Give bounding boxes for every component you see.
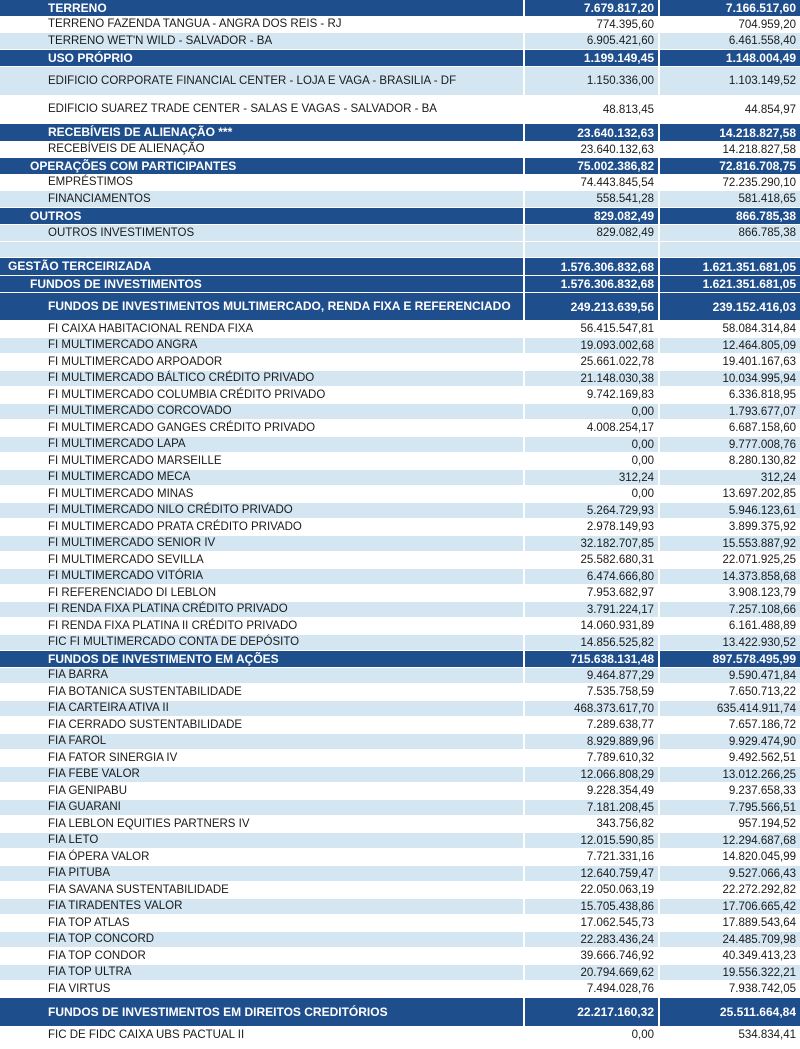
row-label: FIA FEBE VALOR xyxy=(0,767,523,782)
row-label: FINANCIAMENTOS xyxy=(0,191,523,207)
value-col-1: 0,00 xyxy=(525,453,658,469)
value-col-2: 9.590.471,84 xyxy=(660,668,800,683)
row-label: FIA TOP CONDOR xyxy=(0,948,523,964)
table-row xyxy=(0,800,800,815)
row-label: FI MULTIMERCADO GANGES CRÉDITO PRIVADO xyxy=(0,420,523,436)
value-col-2: 44.854,97 xyxy=(660,96,800,123)
row-label: FIC FI MULTIMERCADO CONTA DE DEPÓSITO xyxy=(0,635,523,650)
value-col-1: 12.066.808,29 xyxy=(525,767,658,782)
value-col-1: 5.264.729,93 xyxy=(525,503,658,518)
row-label: RECEBÍVEIS DE ALIENAÇÃO *** xyxy=(0,124,523,141)
row-label: FIA TOP ATLAS xyxy=(0,915,523,931)
table-row xyxy=(0,701,800,716)
value-col-1: 6.905.421,60 xyxy=(525,33,658,49)
value-col-2: 581.418,65 xyxy=(660,191,800,207)
value-col-1: 0,00 xyxy=(525,1027,658,1043)
value-col-1: 25.582.680,31 xyxy=(525,552,658,568)
value-col-1: 7.289.638,77 xyxy=(525,717,658,733)
value-col-2: 13.422.930,52 xyxy=(660,635,800,650)
value-col-1: 0,00 xyxy=(525,404,658,419)
value-col-2: 72.235.290,10 xyxy=(660,175,800,190)
row-label: FI RENDA FIXA PLATINA II CRÉDITO PRIVADO xyxy=(0,618,523,634)
value-col-1: 7.721.331,16 xyxy=(525,849,658,865)
row-label: FI MULTIMERCADO VITÓRIA xyxy=(0,569,523,584)
table-row xyxy=(0,191,800,207)
value-col-1: 48.813,45 xyxy=(525,96,658,123)
table-row xyxy=(0,519,800,535)
value-col-2: 58.084.314,84 xyxy=(660,321,800,337)
table-row xyxy=(0,668,800,683)
row-label: FI MULTIMERCADO ANGRA xyxy=(0,338,523,353)
value-col-2: 9.929.474,90 xyxy=(660,734,800,749)
row-label: FIA TOP ULTRA xyxy=(0,965,523,980)
value-col-1: 312,24 xyxy=(525,470,658,485)
table-row xyxy=(0,67,800,95)
table-row xyxy=(0,948,800,964)
table-row xyxy=(0,750,800,766)
value-col-2: 534.834,41 xyxy=(660,1027,800,1043)
value-col-2: 7.650.713,22 xyxy=(660,684,800,700)
value-col-1: 1.576.306.832,68 xyxy=(525,258,658,275)
value-col-2: 1.103.149,52 xyxy=(660,67,800,95)
row-label: FUNDOS DE INVESTIMENTOS xyxy=(0,276,523,292)
value-col-2: 6.336.818,95 xyxy=(660,387,800,403)
row-label xyxy=(0,242,523,257)
row-label: FI RENDA FIXA PLATINA CRÉDITO PRIVADO xyxy=(0,602,523,617)
table-row xyxy=(0,338,800,353)
value-col-2: 17.889.543,64 xyxy=(660,915,800,931)
row-label: FIA TOP CONCORD xyxy=(0,932,523,947)
value-col-2: 13.697.202,85 xyxy=(660,486,800,502)
row-label: FIA SAVANA SUSTENTABILIDADE xyxy=(0,882,523,898)
value-col-1: 9.464.877,29 xyxy=(525,668,658,683)
value-col-2: 6.687.158,60 xyxy=(660,420,800,436)
table-row xyxy=(0,552,800,568)
row-label: FI MULTIMERCADO SEVILLA xyxy=(0,552,523,568)
value-col-2: 9.777.008,76 xyxy=(660,437,800,452)
value-col-2: 866.785,38 xyxy=(660,225,800,241)
table-row xyxy=(0,816,800,832)
value-col-1: 343.756,82 xyxy=(525,816,658,832)
table-row xyxy=(0,717,800,733)
value-col-1: 56.415.547,81 xyxy=(525,321,658,337)
table-row xyxy=(0,33,800,49)
value-col-1: 4.008.254,17 xyxy=(525,420,658,436)
table-group-row xyxy=(0,998,800,1026)
value-col-1: 25.661.022,78 xyxy=(525,354,658,370)
table-row xyxy=(0,684,800,700)
table-spacer-row xyxy=(0,242,800,257)
value-col-1: 7.679.817,20 xyxy=(525,0,658,16)
value-col-1: 23.640.132,63 xyxy=(525,124,658,141)
value-col-2: 897.578.495,99 xyxy=(660,651,800,667)
table-group-row xyxy=(0,158,800,174)
row-label: FI MULTIMERCADO SENIOR IV xyxy=(0,536,523,551)
table-row xyxy=(0,470,800,485)
value-col-2: 7.257.108,66 xyxy=(660,602,800,617)
value-col-2: 12.294.687,68 xyxy=(660,833,800,848)
row-label: FIA VIRTUS xyxy=(0,981,523,997)
value-col-1: 14.060.931,89 xyxy=(525,618,658,634)
row-label: FI MULTIMERCADO NILO CRÉDITO PRIVADO xyxy=(0,503,523,518)
value-col-1: 6.474.666,80 xyxy=(525,569,658,584)
value-col-2: 22.071.925,25 xyxy=(660,552,800,568)
table-row xyxy=(0,437,800,452)
value-col-1: 9.742.169,83 xyxy=(525,387,658,403)
value-col-2: 15.553.887,92 xyxy=(660,536,800,551)
value-col-2: 239.152.416,03 xyxy=(660,293,800,320)
value-col-1: 75.002.386,82 xyxy=(525,158,658,174)
row-label: FUNDOS DE INVESTIMENTOS EM DIREITOS CREDITÓRIOS xyxy=(0,998,523,1026)
value-col-2: 14.218.827,58 xyxy=(660,124,800,141)
row-label: TERRENO WET'N WILD - SALVADOR - BA xyxy=(0,33,523,49)
table-row xyxy=(0,866,800,881)
table-row xyxy=(0,849,800,865)
table-row xyxy=(0,96,800,123)
table-row xyxy=(0,882,800,898)
row-label: EMPRÉSTIMOS xyxy=(0,175,523,190)
value-col-2: 40.349.413,23 xyxy=(660,948,800,964)
value-col-2: 7.938.742,05 xyxy=(660,981,800,997)
value-col-1: 249.213.639,56 xyxy=(525,293,658,320)
value-col-2: 704.959,20 xyxy=(660,17,800,32)
row-label: FI MULTIMERCADO MINAS xyxy=(0,486,523,502)
row-label: FIA PITUBA xyxy=(0,866,523,881)
value-col-1: 1.150.336,00 xyxy=(525,67,658,95)
table-row xyxy=(0,585,800,601)
value-col-1: 715.638.131,48 xyxy=(525,651,658,667)
row-label: GESTÃO TERCEIRIZADA xyxy=(0,258,523,275)
table-row xyxy=(0,354,800,370)
value-col-1: 0,00 xyxy=(525,437,658,452)
row-label: FIA BARRA xyxy=(0,668,523,683)
value-col-1: 7.181.208,45 xyxy=(525,800,658,815)
row-label: FIC DE FIDC CAIXA UBS PACTUAL II xyxy=(0,1027,523,1043)
value-col-2: 312,24 xyxy=(660,470,800,485)
value-col-1: 23.640.132,63 xyxy=(525,142,658,157)
value-col-2: 14.820.045,99 xyxy=(660,849,800,865)
row-label: FIA LEBLON EQUITIES PARTNERS IV xyxy=(0,816,523,832)
value-col-1: 774.395,60 xyxy=(525,17,658,32)
value-col-2: 3.899.375,92 xyxy=(660,519,800,535)
table-row xyxy=(0,915,800,931)
value-col-2: 6.161.488,89 xyxy=(660,618,800,634)
value-col-1: 12.640.759,47 xyxy=(525,866,658,881)
table-row xyxy=(0,965,800,980)
value-col-1: 829.082,49 xyxy=(525,225,658,241)
table-row xyxy=(0,142,800,157)
value-col-1: 7.789.610,32 xyxy=(525,750,658,766)
row-label: FUNDOS DE INVESTIMENTOS MULTIMERCADO, RENDA FIXA E REFERENCIADO xyxy=(0,293,523,320)
row-label: FUNDOS DE INVESTIMENTO EM AÇÕES xyxy=(0,651,523,667)
row-label: FIA FAROL xyxy=(0,734,523,749)
value-col-1: 829.082,49 xyxy=(525,208,658,224)
row-label: FI MULTIMERCADO MECA xyxy=(0,470,523,485)
table-row xyxy=(0,932,800,947)
row-label: FI CAIXA HABITACIONAL RENDA FIXA xyxy=(0,321,523,337)
value-col-2: 9.237.658,33 xyxy=(660,783,800,799)
value-col-2: 9.527.066,43 xyxy=(660,866,800,881)
value-col-2: 72.816.708,75 xyxy=(660,158,800,174)
row-label: OUTROS xyxy=(0,208,523,224)
table-row xyxy=(0,420,800,436)
value-col-1: 12.015.590,85 xyxy=(525,833,658,848)
row-label: TERRENO xyxy=(0,0,523,16)
row-label: TERRENO FAZENDA TANGUA - ANGRA DOS REIS - RJ xyxy=(0,17,523,32)
value-col-1: 74.443.845,54 xyxy=(525,175,658,190)
row-label: FI MULTIMERCADO LAPA xyxy=(0,437,523,452)
value-col-1: 22.050.063,19 xyxy=(525,882,658,898)
row-label: OPERAÇÕES COM PARTICIPANTES xyxy=(0,158,523,174)
table-group-row xyxy=(0,50,800,66)
table-row xyxy=(0,321,800,337)
value-col-2: 1.793.677,07 xyxy=(660,404,800,419)
table-row xyxy=(0,783,800,799)
table-row xyxy=(0,225,800,241)
value-col-1: 14.856.525,82 xyxy=(525,635,658,650)
value-col-1: 22.283.436,24 xyxy=(525,932,658,947)
table-row xyxy=(0,503,800,518)
value-col-1: 0,00 xyxy=(525,486,658,502)
value-col-2: 1.148.004,49 xyxy=(660,50,800,66)
value-col-2: 1.621.351.681,05 xyxy=(660,258,800,275)
table-row xyxy=(0,404,800,419)
table-row xyxy=(0,536,800,551)
value-col-2: 19.401.167,63 xyxy=(660,354,800,370)
row-label: OUTROS INVESTIMENTOS xyxy=(0,225,523,241)
value-col-2: 635.414.911,74 xyxy=(660,701,800,716)
value-col-2: 9.492.562,51 xyxy=(660,750,800,766)
row-label: FIA GUARANI xyxy=(0,800,523,815)
value-col-1: 7.494.028,76 xyxy=(525,981,658,997)
value-col-2: 17.706.665,42 xyxy=(660,899,800,914)
row-label: USO PRÓPRIO xyxy=(0,50,523,66)
value-col-2: 7.657.186,72 xyxy=(660,717,800,733)
table-row xyxy=(0,618,800,634)
row-label: FI MULTIMERCADO PRATA CRÉDITO PRIVADO xyxy=(0,519,523,535)
value-col-2: 10.034.995,94 xyxy=(660,371,800,386)
value-col-1: 20.794.669,62 xyxy=(525,965,658,980)
value-col-1: 1.576.306.832,68 xyxy=(525,276,658,292)
row-label: FIA BOTANICA SUSTENTABILIDADE xyxy=(0,684,523,700)
row-label: FIA FATOR SINERGIA IV xyxy=(0,750,523,766)
table-row xyxy=(0,635,800,650)
table-row xyxy=(0,734,800,749)
value-col-2: 866.785,38 xyxy=(660,208,800,224)
value-col-1: 21.148.030,38 xyxy=(525,371,658,386)
value-col-1: 22.217.160,32 xyxy=(525,998,658,1026)
value-col-1: 15.705.438,86 xyxy=(525,899,658,914)
value-col-2: 7.795.566,51 xyxy=(660,800,800,815)
value-col-2: 3.908.123,79 xyxy=(660,585,800,601)
table-group-row xyxy=(0,124,800,141)
value-col-2: 8.280.130,82 xyxy=(660,453,800,469)
value-col-2: 14.373.858,68 xyxy=(660,569,800,584)
table-group-row xyxy=(0,0,800,16)
value-col-1: 468.373.617,70 xyxy=(525,701,658,716)
table-row xyxy=(0,371,800,386)
value-col-1: 3.791.224,17 xyxy=(525,602,658,617)
value-col-2: 12.464.805,09 xyxy=(660,338,800,353)
value-col-1: 1.199.149,45 xyxy=(525,50,658,66)
row-label: FIA GENIPABU xyxy=(0,783,523,799)
table-row xyxy=(0,767,800,782)
value-col-1: 17.062.545,73 xyxy=(525,915,658,931)
table-row xyxy=(0,1027,800,1043)
value-col-2: 5.946.123,61 xyxy=(660,503,800,518)
value-col-2: 14.218.827,58 xyxy=(660,142,800,157)
value-col-1: 7.535.758,59 xyxy=(525,684,658,700)
row-label: FIA LETO xyxy=(0,833,523,848)
table-row xyxy=(0,569,800,584)
value-col-1 xyxy=(525,242,658,257)
row-label: FI REFERENCIADO DI LEBLON xyxy=(0,585,523,601)
row-label: EDIFICIO CORPORATE FINANCIAL CENTER - LOJA E VAGA - BRASILIA - DF xyxy=(0,67,523,95)
value-col-2: 25.511.664,84 xyxy=(660,998,800,1026)
row-label: FI MULTIMERCADO ARPOADOR xyxy=(0,354,523,370)
value-col-2: 22.272.292,82 xyxy=(660,882,800,898)
row-label: FIA TIRADENTES VALOR xyxy=(0,899,523,914)
value-col-1: 558.541,28 xyxy=(525,191,658,207)
value-col-2: 13.012.266,25 xyxy=(660,767,800,782)
row-label: RECEBÍVEIS DE ALIENAÇÃO xyxy=(0,142,523,157)
value-col-1: 7.953.682,97 xyxy=(525,585,658,601)
row-label: FIA CARTEIRA ATIVA II xyxy=(0,701,523,716)
row-label: FIA CERRADO SUSTENTABILIDADE xyxy=(0,717,523,733)
value-col-2: 957.194,52 xyxy=(660,816,800,832)
value-col-1: 39.666.746,92 xyxy=(525,948,658,964)
value-col-1: 9.228.354,49 xyxy=(525,783,658,799)
value-col-1: 32.182.707,85 xyxy=(525,536,658,551)
table-row xyxy=(0,387,800,403)
value-col-2: 6.461.558,40 xyxy=(660,33,800,49)
table-row xyxy=(0,981,800,997)
value-col-1: 19.093.002,68 xyxy=(525,338,658,353)
table-row xyxy=(0,175,800,190)
row-label: FI MULTIMERCADO COLUMBIA CRÉDITO PRIVADO xyxy=(0,387,523,403)
row-label: FI MULTIMERCADO CORCOVADO xyxy=(0,404,523,419)
value-col-2: 19.556.322,21 xyxy=(660,965,800,980)
table-group-row xyxy=(0,208,800,224)
row-label: FIA ÓPERA VALOR xyxy=(0,849,523,865)
value-col-2: 24.485.709,98 xyxy=(660,932,800,947)
table-group-row xyxy=(0,258,800,275)
table-row xyxy=(0,833,800,848)
value-col-1: 2.978.149,93 xyxy=(525,519,658,535)
table-row xyxy=(0,899,800,914)
table-row xyxy=(0,17,800,32)
table-group-row xyxy=(0,293,800,320)
value-col-1: 8.929.889,96 xyxy=(525,734,658,749)
row-label: FI MULTIMERCADO MARSEILLE xyxy=(0,453,523,469)
table-row xyxy=(0,602,800,617)
table-group-row xyxy=(0,651,800,667)
value-col-2: 7.166.517,60 xyxy=(660,0,800,16)
row-label: FI MULTIMERCADO BÁLTICO CRÉDITO PRIVADO xyxy=(0,371,523,386)
row-label: EDIFICIO SUAREZ TRADE CENTER - SALAS E VAGAS - SALVADOR - BA xyxy=(0,96,523,123)
table-row xyxy=(0,453,800,469)
value-col-2 xyxy=(660,242,800,257)
table-row xyxy=(0,486,800,502)
table-group-row xyxy=(0,276,800,292)
value-col-2: 1.621.351.681,05 xyxy=(660,276,800,292)
